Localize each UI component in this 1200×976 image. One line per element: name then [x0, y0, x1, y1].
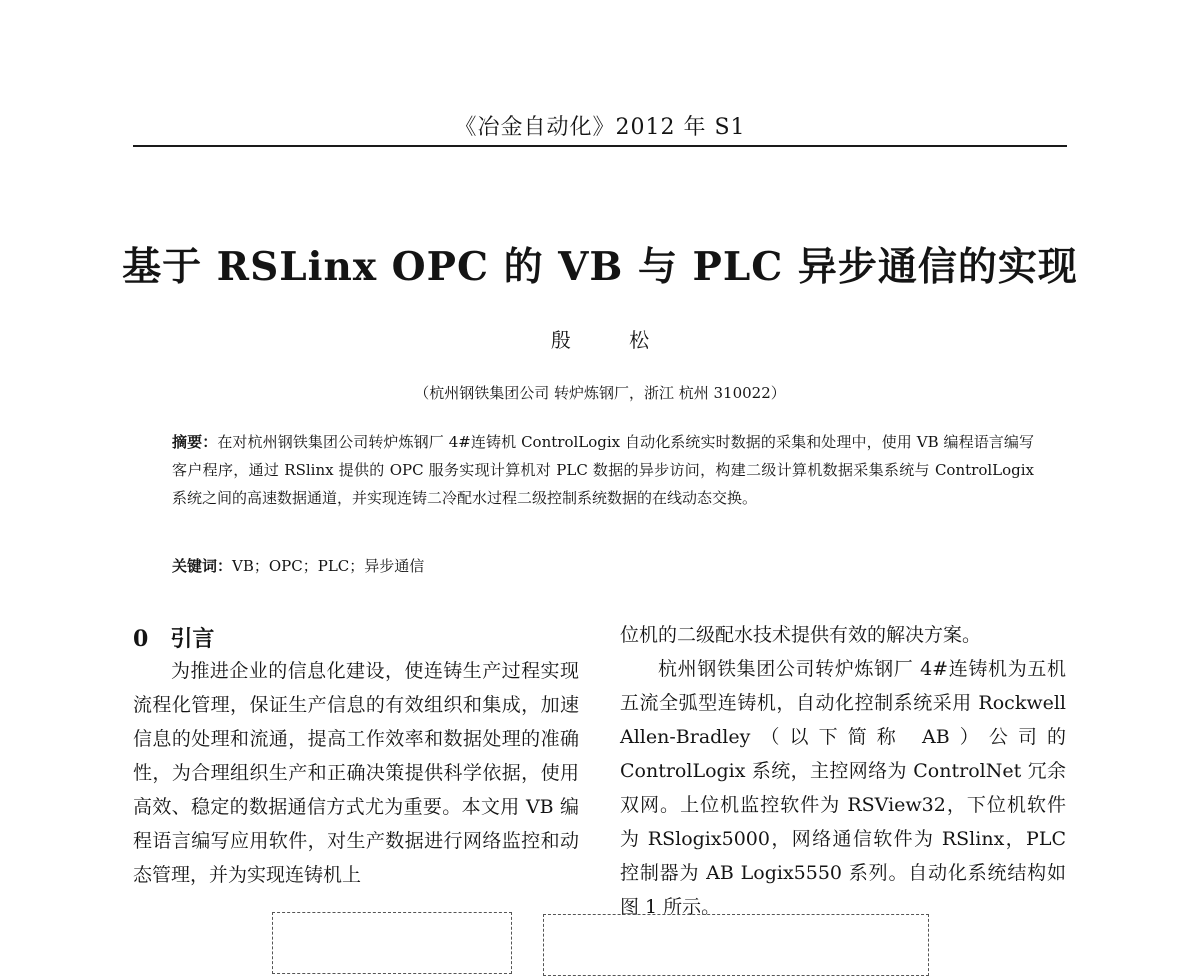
figure-frame-left: [272, 912, 512, 974]
abstract-text: 在对杭州钢铁集团公司转炉炼钢厂 4#连铸机 ControlLogix 自动化系统实时数据的采集和处理中，使用 VB 编程语言编写客户程序，通过 RSlinx 提供的 OPC 服务实现计算机对 PLC 数据的异步访问，构建二级计算机数据采集系统与 ControlLogix 系统之间的高速数据通道，并实现连铸二冷配水过程二级控制系统数据的在线动态交换。: [172, 433, 1034, 507]
figure-frame-right: [543, 914, 929, 976]
section-number: 0: [133, 626, 149, 652]
journal-header: 《冶金自动化》2012 年 S1: [454, 115, 746, 140]
section-title: 引言: [170, 626, 215, 652]
keywords: [172, 552, 1034, 580]
section-heading: [133, 622, 214, 653]
body-column-left: [133, 654, 579, 892]
keywords-label: 关键词：: [172, 557, 233, 575]
author-name: 殷 松: [550, 328, 676, 352]
body-column-right: [620, 618, 1066, 924]
intro-paragraph: 为推进企业的信息化建设，使连铸生产过程实现流程化管理，保证生产信息的有效组织和集成，加速信息的处理和流通，提高工作效率和数据处理的准确性，为合理组织生产和正确决策提供科学依据，使用高效、稳定的数据通信方式尤为重要。本文用 VB 编程语言编写应用软件，对生产数据进行网络监控和动态管理，并为实现连铸机上: [133, 660, 579, 886]
article-title: 基于 RSLinx OPC 的 VB 与 PLC 异步通信的实现: [122, 244, 1078, 290]
system-description-paragraph: 杭州钢铁集团公司转炉炼钢厂 4#连铸机为五机五流全弧型连铸机，自动化控制系统采用 Rockwell Allen-Bradley（以下简称 AB）公司的 ControlLogix 系统，主控网络为 ControlNet 冗余双网。上位机监控软件为 RSView32，下位机软件为 RSlogix5000，网络通信软件为 RSlinx，PLC 控制器为 AB Logix5550 系列。自动化系统结构如图 1 所示。: [620, 658, 1066, 918]
header-rule: [133, 145, 1067, 147]
author-affiliation: （杭州钢铁集团公司 转炉炼钢厂，浙江 杭州 310022）: [414, 384, 786, 402]
intro-paragraph-continuation: 位机的二级配水技术提供有效的解决方案。: [620, 624, 982, 646]
abstract: [172, 428, 1034, 512]
abstract-label: 摘要：: [172, 433, 218, 451]
keywords-text: VB；OPC；PLC；异步通信: [232, 557, 425, 575]
